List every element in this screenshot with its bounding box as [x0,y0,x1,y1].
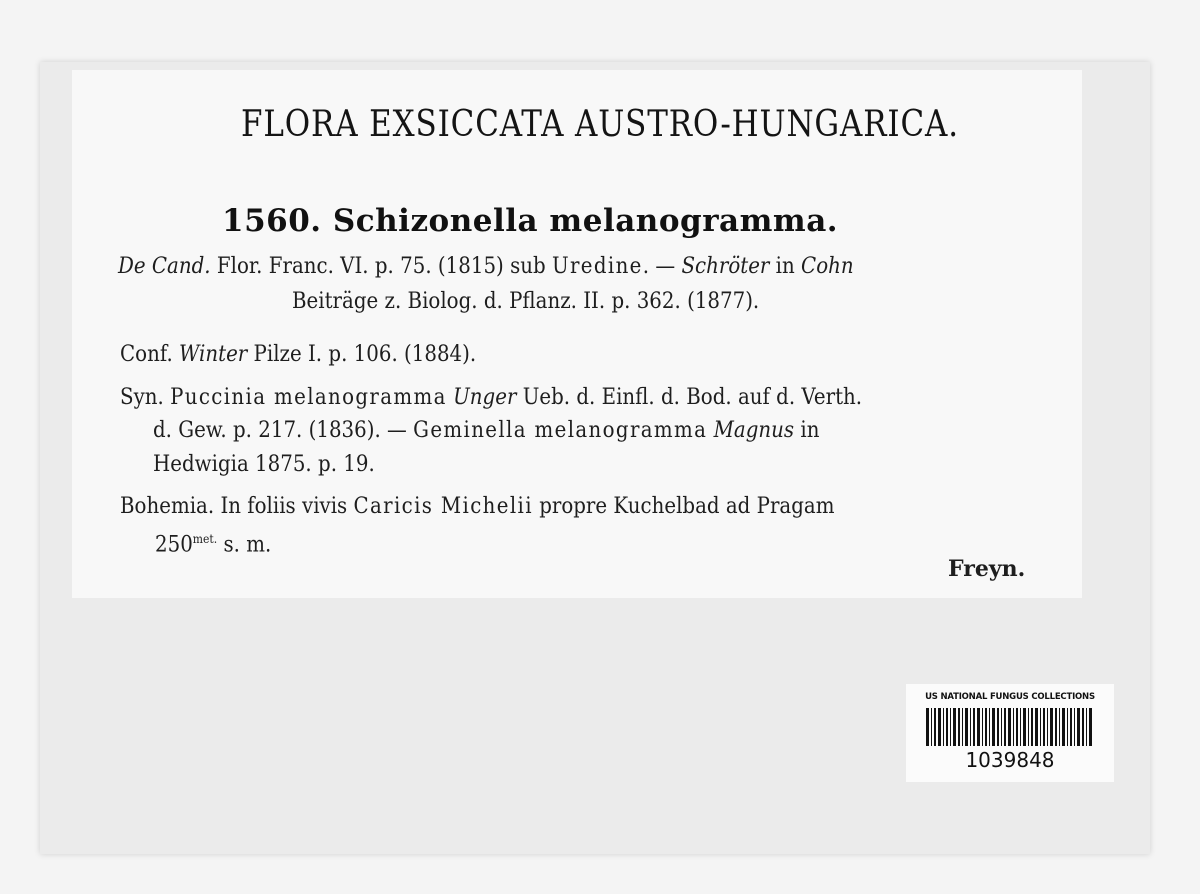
collector-name: Freyn. [948,556,1026,582]
barcode-header: US NATIONAL FUNGUS COLLECTIONS [925,692,1095,702]
syn-name-2: Geminella melanogramma [413,418,708,443]
barcode-icon [926,708,1094,746]
altitude-value: 250 [155,532,193,558]
syn-prefix: Syn. [120,385,171,410]
species-heading: 1560. Schizonella melanogramma. [222,203,839,239]
syn-author-1: Unger [453,385,517,410]
locality-text-2: propre Kuchelbad ad Pragam [532,494,835,519]
conf-author: Winter [179,342,248,367]
synonym-line-3: Hedwigia 1875. p. 19. [153,452,375,477]
ref-genus: Uredine [551,254,643,279]
reference-line-2: Beiträge z. Biolog. d. Pflanz. II. p. 362. (1877). [292,289,760,314]
ref-author-2: Schröter [681,254,770,279]
label-title: FLORA EXSICCATA AUSTRO-HUNGARICA. [241,104,959,145]
syn-author-2: Magnus [713,418,795,443]
ref-text-1: Flor. Franc. VI. p. 75. (1815) sub [216,254,552,279]
syn-line2-text: d. Gew. p. 217. (1836). — [153,418,414,443]
altitude-unit: met. [192,532,218,546]
syn-text-2: in [794,418,820,443]
ref-text-3: in [769,254,802,279]
barcode-number: 1039848 [965,748,1055,772]
locality-text-1: Bohemia. In foliis vivis [120,494,354,519]
conf-text: Pilze I. p. 106. (1884). [247,342,477,367]
syn-text-1: Ueb. d. Einfl. d. Bod. auf d. Verth. [516,385,863,410]
locality-host: Caricis Michelii [353,494,533,519]
syn-name-1: Puccinia melanogramma [170,385,447,410]
barcode-label [906,684,1114,782]
ref-text-2: . — [642,254,682,279]
reference-line-1 [118,254,854,279]
conf-line [120,342,476,367]
conf-prefix: Conf. [120,342,180,367]
ref-author-1: De Cand. [118,254,211,279]
ref-author-3: Cohn [801,254,854,279]
synonym-line-1 [120,385,862,410]
synonym-line-2 [153,418,819,443]
locality-line-1 [120,494,834,519]
altitude-rest: s. m. [217,532,272,558]
locality-line-2 [155,532,271,557]
